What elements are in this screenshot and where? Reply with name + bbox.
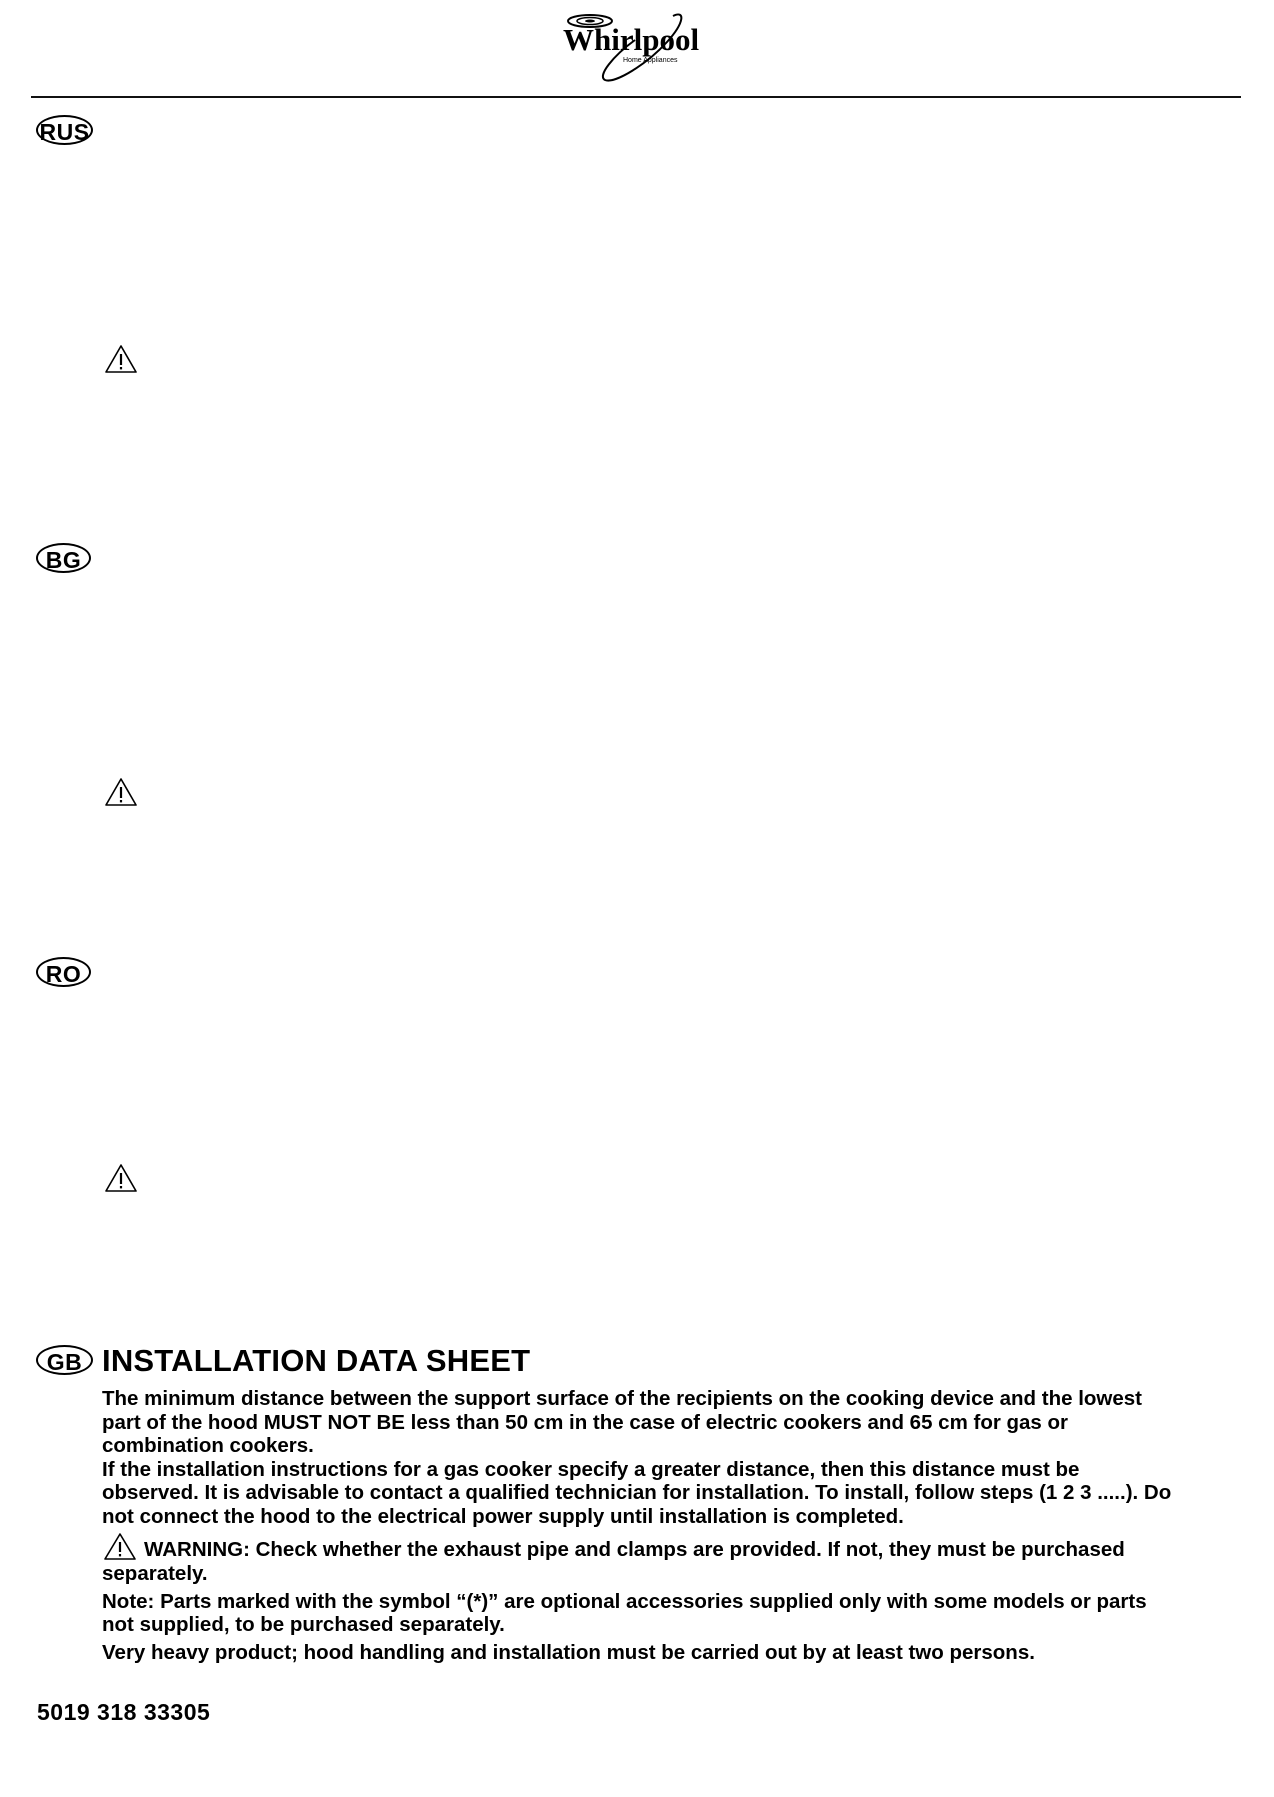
warning-text: WARNING: Check whether the exhaust pipe and clamps are provided. If not, they must be purchased separately. [102,1538,1125,1585]
language-badge-bg: BG [36,543,91,573]
distance-text-end: less than 50 cm in the case of electric cookers and 65 cm for gas or combination cookers. [102,1410,1069,1457]
warning-triangle-icon [102,1532,138,1562]
gb-body [102,1387,1172,1664]
distance-emphasis: MUST NOT BE [263,1410,405,1434]
warning-triangle-icon [103,343,139,375]
distance-text-start: The minimum distance between the support surface of the recipients on the cooking device and the lowest part of the hood [102,1387,1142,1434]
warning-triangle-icon [103,776,139,808]
header-rule [31,96,1241,98]
paragraph-note: Note: Parts marked with the symbol “(*)” are optional accessories supplied only with some models or parts not supplied, to be purchased separately. [102,1589,1147,1636]
paragraph-distance [102,1387,1172,1458]
brand-tagline: Home Appliances [623,57,678,64]
section-title: INSTALLATION DATA SHEET [102,1343,531,1378]
paragraph-installation: If the installation instructions for a gas cooker specify a greater distance, then this distance must be observed. It is advisable to contact a qualified technician for installation. To install, follow steps (1 2 3 .....). Do not connect the hood to the electrical power supply until installation is completed. [102,1457,1172,1528]
language-badge-gb: GB [36,1345,93,1375]
warning-triangle-icon [103,1162,139,1194]
paragraph-warning [102,1532,1172,1586]
language-badge-rus: RUS [36,115,93,145]
language-badge-ro: RO [36,957,91,987]
brand-name: Whirlpool [563,22,700,57]
paragraph-heavy-product: Very heavy product; hood handling and installation must be carried out by at least two persons. [102,1640,1035,1664]
document-code: 5019 318 33305 [37,1699,211,1725]
whirlpool-logo [555,8,725,88]
